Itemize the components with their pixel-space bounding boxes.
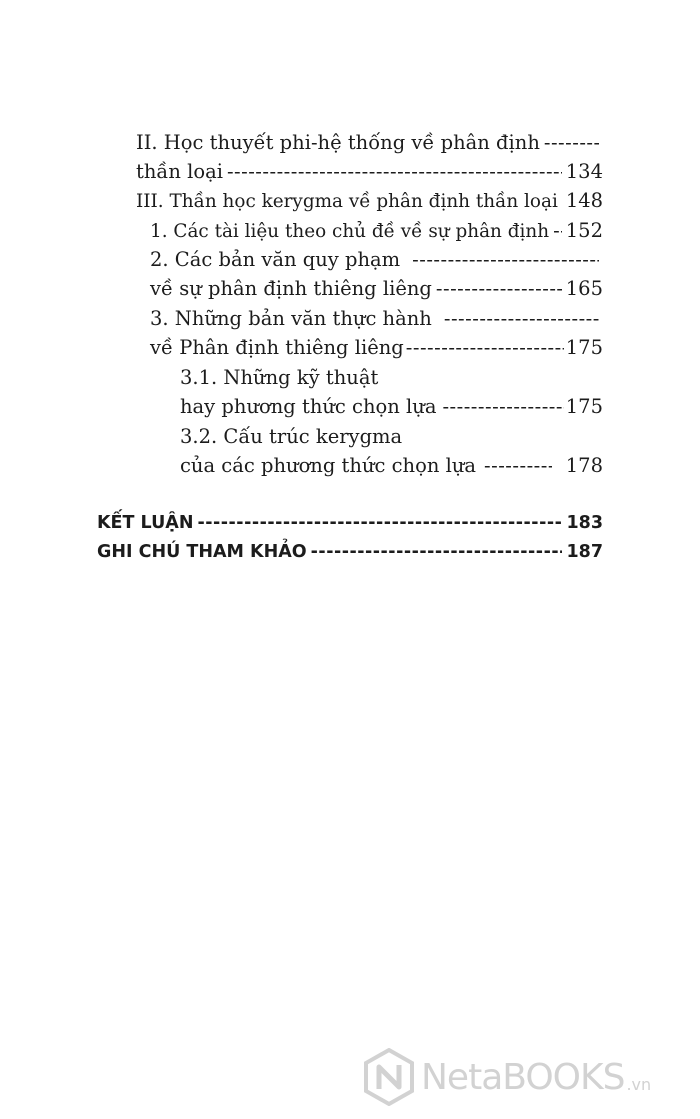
toc-entry bbox=[136, 158, 603, 186]
toc-entry-title: 2. Các bản văn quy phạm bbox=[150, 248, 401, 271]
toc-entry bbox=[136, 187, 603, 215]
netabooks-logo-icon bbox=[363, 1048, 415, 1106]
watermark-tld: .vn bbox=[626, 1074, 652, 1094]
toc-entry-title: III. Thần học kerygma về phân định thần loại bbox=[136, 191, 558, 212]
toc-entry-page: 178 bbox=[565, 454, 603, 477]
dot-leader bbox=[227, 158, 562, 186]
toc-entry-title: 3.2. Cấu trúc kerygma bbox=[180, 425, 403, 448]
toc-entry-title: GHI CHÚ THAM KHẢO bbox=[97, 542, 307, 562]
toc-entry-title: của các phương thức chọn lựa bbox=[180, 454, 477, 477]
toc-entry-page: 148 bbox=[565, 189, 604, 212]
dot-leader bbox=[444, 305, 599, 333]
dot-leader bbox=[197, 509, 562, 537]
toc-entry-title: II. Học thuyết phi-hệ thống về phân định bbox=[136, 131, 540, 154]
dot-leader bbox=[544, 129, 599, 157]
toc-entry bbox=[180, 452, 603, 480]
dot-leader bbox=[412, 246, 599, 274]
toc-entry-title: 1. Các tài liệu theo chủ đề về sự phân định bbox=[150, 221, 550, 242]
toc-entry bbox=[97, 538, 603, 566]
toc-entry bbox=[180, 364, 603, 392]
toc-entry bbox=[150, 217, 603, 245]
toc-entry-title: về Phân định thiêng liêng bbox=[150, 336, 404, 359]
toc-entry-title: 3. Những bản văn thực hành bbox=[150, 307, 432, 330]
dot-leader bbox=[442, 393, 563, 421]
watermark-brand: NetaBOOKS bbox=[421, 1056, 625, 1098]
toc-entry bbox=[97, 509, 603, 537]
toc-entry-page: 175 bbox=[565, 336, 603, 359]
dot-leader bbox=[484, 452, 552, 480]
netabooks-watermark bbox=[363, 1048, 651, 1106]
toc-entry-page: 183 bbox=[566, 513, 603, 533]
toc-entry bbox=[150, 275, 603, 303]
dot-leader bbox=[553, 217, 562, 245]
toc-entry-title: hay phương thức chọn lựa bbox=[180, 395, 437, 418]
toc-entry-page: 175 bbox=[565, 395, 603, 418]
toc-entry-title: 3.1. Những kỹ thuật bbox=[180, 366, 379, 389]
toc-entry-page: 165 bbox=[565, 277, 603, 300]
toc-entry-page: 152 bbox=[565, 219, 603, 242]
toc-entry-title: thần loại bbox=[136, 160, 223, 183]
dot-leader bbox=[311, 538, 563, 566]
toc-entry-title: KẾT LUẬN bbox=[97, 513, 194, 533]
toc-entry-page: 187 bbox=[566, 542, 603, 562]
toc-entry bbox=[136, 129, 603, 157]
toc-entry bbox=[150, 305, 603, 333]
toc-entry-page: 134 bbox=[565, 160, 603, 183]
toc-entry bbox=[180, 423, 603, 451]
toc-entry-title: về sự phân định thiêng liêng bbox=[150, 277, 432, 300]
toc-entry bbox=[150, 334, 603, 362]
dot-leader bbox=[436, 275, 562, 303]
toc-entry bbox=[180, 393, 603, 421]
dot-leader bbox=[406, 334, 564, 362]
toc-entry bbox=[150, 246, 603, 274]
